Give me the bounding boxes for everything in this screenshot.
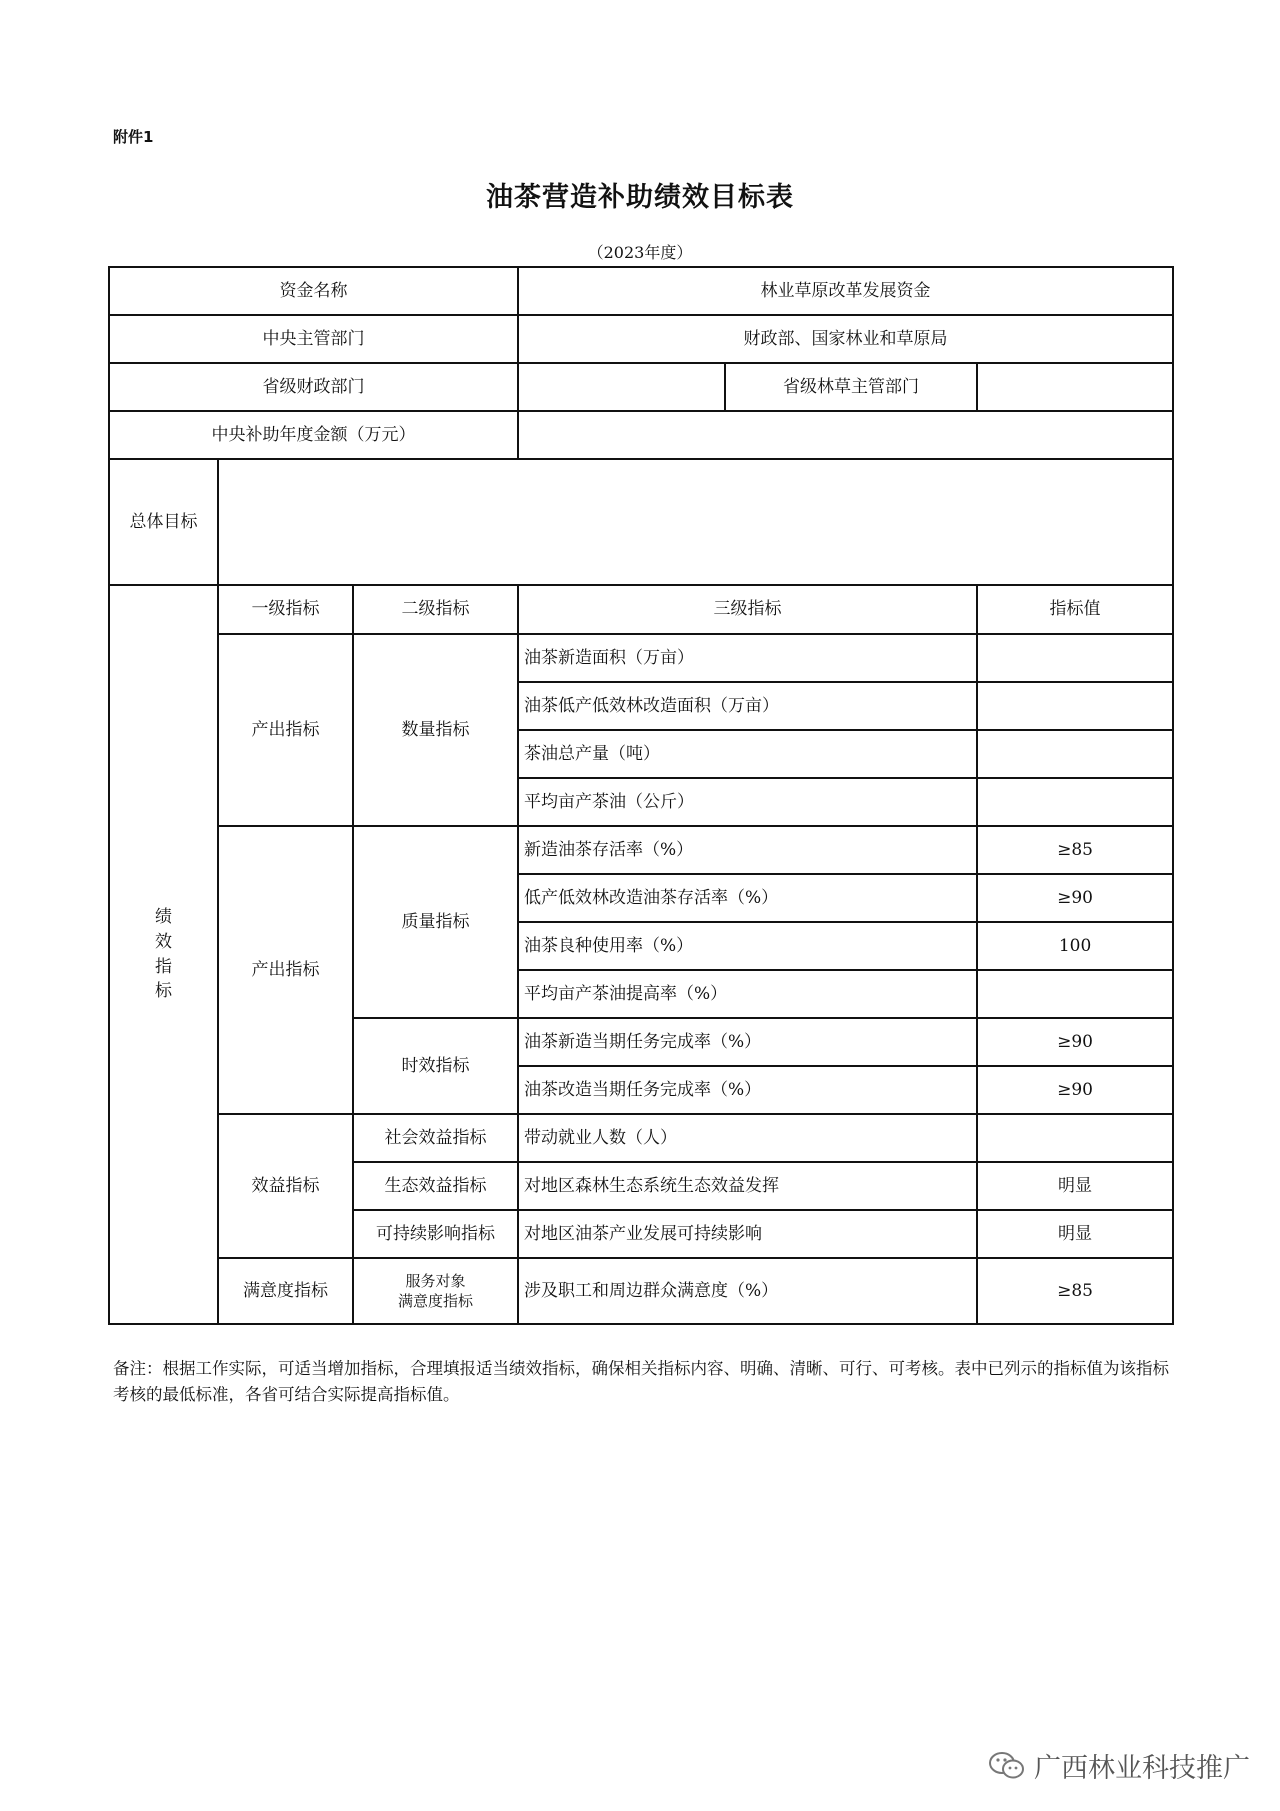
indicator-name: 对地区油茶产业发展可持续影响: [518, 1210, 977, 1258]
sustain-indicator-label: 可持续影响指标: [353, 1210, 518, 1258]
indicator-name: 茶油总产量（吨）: [518, 730, 977, 778]
quality-indicator-label: 质量指标: [353, 826, 518, 1018]
indicator-value: [977, 682, 1173, 730]
quantity-indicator-label: 数量指标: [353, 634, 518, 826]
indicator-value: ≥90: [977, 874, 1173, 922]
social-indicator-label: 社会效益指标: [353, 1114, 518, 1162]
satisfaction-indicator-label: 满意度指标: [218, 1258, 353, 1324]
document-title: 油茶营造补助绩效目标表: [486, 182, 794, 213]
central-dept-value: 财政部、国家林业和草原局: [518, 315, 1173, 363]
overall-goal-label: 总体目标: [109, 459, 218, 585]
eco-indicator-label: 生态效益指标: [353, 1162, 518, 1210]
indicator-value: [977, 730, 1173, 778]
indicator-name: 油茶改造当期任务完成率（%）: [518, 1066, 977, 1114]
central-amount-value: [518, 411, 1173, 459]
provincial-finance-value: [518, 363, 725, 411]
indicator-value: ≥85: [977, 1258, 1173, 1324]
indicator-value: [977, 778, 1173, 826]
indicator-value: [977, 970, 1173, 1018]
watermark-text: 广西林业科技推广: [1034, 1753, 1250, 1784]
indicator-name: 带动就业人数（人）: [518, 1114, 977, 1162]
timeliness-indicator-label: 时效指标: [353, 1018, 518, 1114]
indicator-name: 油茶良种使用率（%）: [518, 922, 977, 970]
indicator-name: 低产低效林改造油茶存活率（%）: [518, 874, 977, 922]
indicator-name: 油茶新造当期任务完成率（%）: [518, 1018, 977, 1066]
central-dept-label: 中央主管部门: [109, 315, 518, 363]
indicator-value: 100: [977, 922, 1173, 970]
indicator-name: 新造油茶存活率（%）: [518, 826, 977, 874]
header-value: 指标值: [977, 585, 1173, 634]
indicator-value: 明显: [977, 1210, 1173, 1258]
indicator-name: 对地区森林生态系统生态效益发挥: [518, 1162, 977, 1210]
perf-section-label: 绩 效 指 标: [109, 585, 218, 1324]
indicator-value: [977, 1114, 1173, 1162]
attachment-label: 附件1: [113, 128, 154, 146]
fund-name-label: 资金名称: [109, 267, 518, 315]
wechat-icon: [988, 1750, 1026, 1782]
header-level1: 一级指标: [218, 585, 353, 634]
indicator-name: 平均亩产茶油提高率（%）: [518, 970, 977, 1018]
central-amount-label: 中央补助年度金额（万元）: [109, 411, 518, 459]
header-level3: 三级指标: [518, 585, 977, 634]
indicator-value: [977, 634, 1173, 682]
provincial-forestry-value: [977, 363, 1173, 411]
output-indicator-label: 产出指标: [218, 634, 353, 826]
benefit-indicator-label: 效益指标: [218, 1114, 353, 1258]
indicator-value: 明显: [977, 1162, 1173, 1210]
header-level2: 二级指标: [353, 585, 518, 634]
fund-name-value: 林业草原改革发展资金: [518, 267, 1173, 315]
output-indicator-label: 产出指标: [218, 826, 353, 1114]
indicator-name: 平均亩产茶油（公斤）: [518, 778, 977, 826]
indicator-value: ≥90: [977, 1066, 1173, 1114]
indicator-name: 油茶低产低效林改造面积（万亩）: [518, 682, 977, 730]
remark-note: 备注：根据工作实际，可适当增加指标，合理填报适当绩效指标，确保相关指标内容、明确、清晰、可行、可考核。表中已列示的指标值为该指标考核的最低标准，各省可结合实际提高指标值。: [113, 1359, 1169, 1404]
indicator-name: 涉及职工和周边群众满意度（%）: [518, 1258, 977, 1324]
overall-goal-value: [218, 459, 1173, 585]
provincial-forestry-label: 省级林草主管部门: [725, 363, 977, 411]
watermark: [988, 1746, 1250, 1785]
performance-table: [108, 266, 1174, 1325]
service-satisfaction-label: 服务对象 满意度指标: [353, 1258, 518, 1324]
provincial-finance-label: 省级财政部门: [109, 363, 518, 411]
indicator-name: 油茶新造面积（万亩）: [518, 634, 977, 682]
indicator-value: ≥85: [977, 826, 1173, 874]
year-label: （2023年度）: [587, 243, 693, 262]
indicator-value: ≥90: [977, 1018, 1173, 1066]
